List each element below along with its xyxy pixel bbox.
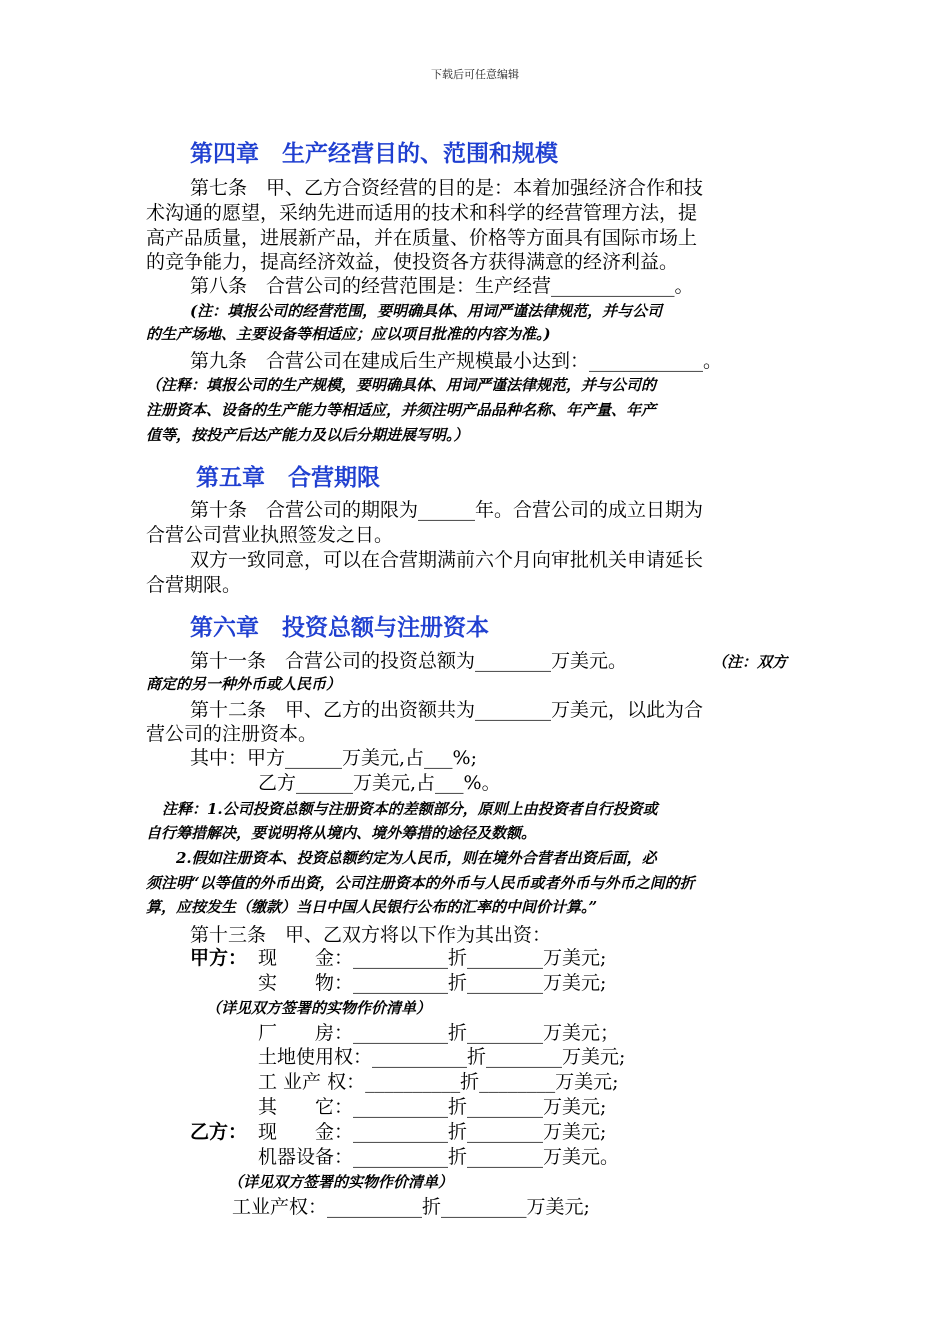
extension-line-1: 双方一致同意，可以在合营期满前六个月向审批机关申请延长 bbox=[190, 549, 704, 571]
party-b-machinery-note: （详见双方签署的实物作价清单） bbox=[228, 1173, 454, 1191]
party-a-goods-note: （详见双方签署的实物作价清单） bbox=[206, 999, 432, 1017]
article-7-line-3: 高产品质量，进展新产品，并在质量、价格等方面具有国际市场上 bbox=[146, 227, 698, 249]
party-a-land-use: 土地使用权：__________折________万美元; bbox=[258, 1046, 626, 1068]
note-12-2-line-3: 算，应按发生（缴款）当日中国人民银行公布的汇率的中间价计算。” bbox=[146, 898, 598, 916]
article-8: 第八条 合营公司的经营范围是：生产经营_____________。 bbox=[190, 275, 694, 297]
party-a-cash: 现 金：__________折________万美元; bbox=[258, 947, 607, 969]
article-11-note-line-1: （注：双方 bbox=[712, 653, 788, 671]
article-9: 第九条 合营公司在建成后生产规模最小达到：____________。 bbox=[190, 350, 723, 372]
article-7-line-2: 术沟通的愿望，采纳先进而适用的技术和科学的经营管理方法，提 bbox=[146, 202, 698, 224]
note-12-1-line-2: 自行筹措解决，要说明将从境内、境外筹措的途径及数额。 bbox=[146, 824, 537, 842]
article-11: 第十一条 合营公司的投资总额为________万美元。 bbox=[190, 650, 628, 672]
note-8-line-1: (注：填报公司的经营范围，要明确具体、用词严谨法律规范，并与公司 bbox=[190, 302, 663, 320]
article-13: 第十三条 甲、乙双方将以下作为其出资： bbox=[190, 924, 552, 946]
party-b-cash: 现 金：__________折________万美元; bbox=[258, 1121, 607, 1143]
article-10-line-2: 合营公司营业执照签发之日。 bbox=[146, 524, 394, 546]
chapter-4-title: 第四章 生产经营目的、范围和规模 bbox=[190, 141, 558, 167]
chapter-5-title: 第五章 合营期限 bbox=[196, 465, 380, 491]
party-a-plant: 厂 房：__________折________万美元； bbox=[258, 1022, 620, 1044]
note-9-line-1: （注释：填报公司的生产规模，要明确具体、用词严谨法律规范，并与公司的 bbox=[146, 376, 657, 394]
party-a-label: 甲方： bbox=[190, 947, 248, 969]
article-10-line-1: 第十条 合营公司的期限为______年。合营公司的成立日期为 bbox=[190, 499, 704, 521]
article-11-note-line-2: 商定的另一种外币或人民币） bbox=[146, 675, 342, 693]
extension-line-2: 合营期限。 bbox=[146, 574, 242, 596]
party-a-ip: 工 业产 权：__________折________万美元; bbox=[258, 1071, 619, 1093]
header-note: 下载后可任意编辑 bbox=[431, 68, 519, 81]
note-12-2-line-1: 2.假如注册资本、投资总额约定为人民币，则在境外合营者出资后面，必 bbox=[176, 849, 657, 867]
note-9-line-2: 注册资本、设备的生产能力等相适应，并须注明产品品种名称、年产量、年产 bbox=[146, 401, 657, 419]
share-party-b: 乙方______万美元,占___%。 bbox=[258, 772, 501, 794]
article-7-line-4: 的竞争能力，提高经济效益，使投资各方获得满意的经济利益。 bbox=[146, 251, 679, 273]
note-9-line-3: 值等，按投产后达产能力及以后分期进展写明。） bbox=[146, 426, 469, 444]
party-b-ip: 工业产权：__________折_________万美元; bbox=[232, 1196, 590, 1218]
note-8-line-2: 的生产场地、主要设备等相适应；应以项目批准的内容为准。) bbox=[146, 325, 551, 343]
party-b-machinery: 机器设备：__________折________万美元。 bbox=[258, 1146, 620, 1168]
party-a-goods: 实 物：__________折________万美元; bbox=[258, 972, 607, 994]
article-12-line-1: 第十二条 甲、乙方的出资额共为________万美元，以此为合 bbox=[190, 699, 704, 721]
note-12-1-line-1: 注释：1.公司投资总额与注册资本的差额部分，原则上由投资者自行投资或 bbox=[162, 800, 658, 818]
article-12-line-2: 营公司的注册资本。 bbox=[146, 723, 318, 745]
party-a-other: 其 它：__________折________万美元; bbox=[258, 1096, 607, 1118]
party-b-label: 乙方： bbox=[190, 1121, 248, 1143]
chapter-6-title: 第六章 投资总额与注册资本 bbox=[190, 615, 489, 641]
share-party-a: 其中：甲方______万美元,占___%; bbox=[190, 747, 477, 769]
note-12-2-line-2: 须注明“以等值的外币出资，公司注册资本的外币与人民币或者外币与外币之间的折 bbox=[146, 874, 695, 892]
article-7-line-1: 第七条 甲、乙方合资经营的目的是：本着加强经济合作和技 bbox=[190, 177, 704, 199]
